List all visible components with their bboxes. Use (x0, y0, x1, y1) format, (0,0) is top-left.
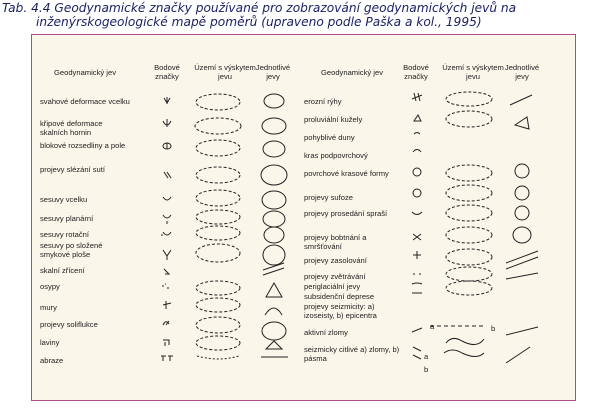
point-symbol-planar-icon (163, 215, 171, 224)
point-symbol-landslide-icon (163, 197, 171, 200)
row-label-left: projevy slézání sutí (40, 165, 105, 174)
row-label-left: sesuvy vcelku (40, 195, 88, 204)
header-phenomenon-right: Geodynamický jev (320, 68, 384, 77)
header-individual-left: Jednotlivé jevy (255, 63, 291, 81)
point-symbol-debrisflow-icon (163, 301, 171, 309)
mark-a: a (430, 322, 435, 331)
row-label-right: projevy sufoze (304, 193, 353, 202)
caption-line-1: Tab. 4.4 Geodynamické značky používané pro zobrazování geodynamických jevů na (2, 1, 517, 15)
row-label-left: sesuvy rotační (40, 230, 89, 239)
row-label-left: sesuvy planární (40, 214, 94, 223)
mark-b: b (491, 324, 496, 333)
row-label-right: kras podpovrchový (304, 151, 368, 160)
row-label-right: pohyblivé duny (304, 133, 355, 142)
row-label-right: projevy bobtnání a smršťování (304, 233, 367, 251)
row-label-left: sesuvy po složené smykové ploše (40, 241, 103, 259)
mark-a: a (424, 352, 429, 361)
point-symbol-block-icon (163, 143, 171, 149)
point-symbol-abrasion-icon (161, 356, 173, 361)
row-label-right: povrchové krasové formy (304, 169, 389, 178)
row-label-left: abraze (40, 356, 64, 365)
header-point-right: Bodové značky (403, 63, 429, 81)
row-label-left: projevy soliflukce (40, 320, 98, 329)
row-label-right: subsidenční deprese (304, 292, 375, 301)
header-area-right: Území s výskytem jevu (442, 63, 504, 81)
mark-b: b (424, 365, 429, 374)
header-phenomenon-left: Geodynamický jev (53, 68, 117, 77)
row-label-right: proluviální kužely (304, 115, 363, 124)
row-label-left: křipové deformace skalních hornin (40, 119, 103, 137)
caption-line-2: inženýrskogeologické mapě poměrů (upraveno podle Paška a kol., 1995) (36, 15, 482, 29)
row-label-right: projevy seizmicity: a) izoseisty, b) epicentra (304, 302, 377, 320)
row-label-left: laviny (40, 338, 60, 347)
row-label-right: projevy prosedání spraší (304, 209, 388, 218)
row-label-right: seizmicky citlivé a) zlomy, b) pásma (304, 345, 400, 363)
point-symbol-solifluction-icon (163, 321, 169, 325)
symbols-overlay (32, 35, 575, 400)
legend-table (31, 34, 576, 401)
point-symbol-scree-icon (164, 172, 171, 178)
point-symbol-rockfall-icon (164, 269, 169, 274)
point-symbol-slope-deformation-icon (164, 97, 170, 104)
header-area-left: Území s výskytem jevu (194, 63, 256, 81)
point-symbol-talus-icon (162, 284, 169, 288)
row-label-right: aktivní zlomy (304, 328, 348, 337)
row-label-left: osypy (40, 282, 60, 291)
row-label-left: mury (40, 303, 57, 312)
row-label-right: projevy zvětrávání (304, 272, 366, 281)
table-caption (2, 1, 602, 29)
row-label-right: projevy zasolování (304, 256, 367, 265)
header-individual-right: Jednotlivé jevy (504, 63, 540, 81)
point-symbol-creep-icon (163, 119, 171, 127)
row-label-left: blokové rozsedliny a pole (40, 141, 126, 150)
point-symbol-compound-icon (163, 250, 171, 260)
header-point-left: Bodové značky (154, 63, 180, 81)
row-label-left: skalní zřícení (40, 266, 85, 275)
point-symbol-avalanche-icon (163, 340, 169, 346)
point-symbol-rotational-icon (161, 232, 171, 235)
row-label-left: svahové deformace vcelku (40, 97, 130, 106)
row-label-right: periglaciální jevy (304, 282, 361, 291)
row-label-right: erozní rýhy (304, 97, 342, 106)
